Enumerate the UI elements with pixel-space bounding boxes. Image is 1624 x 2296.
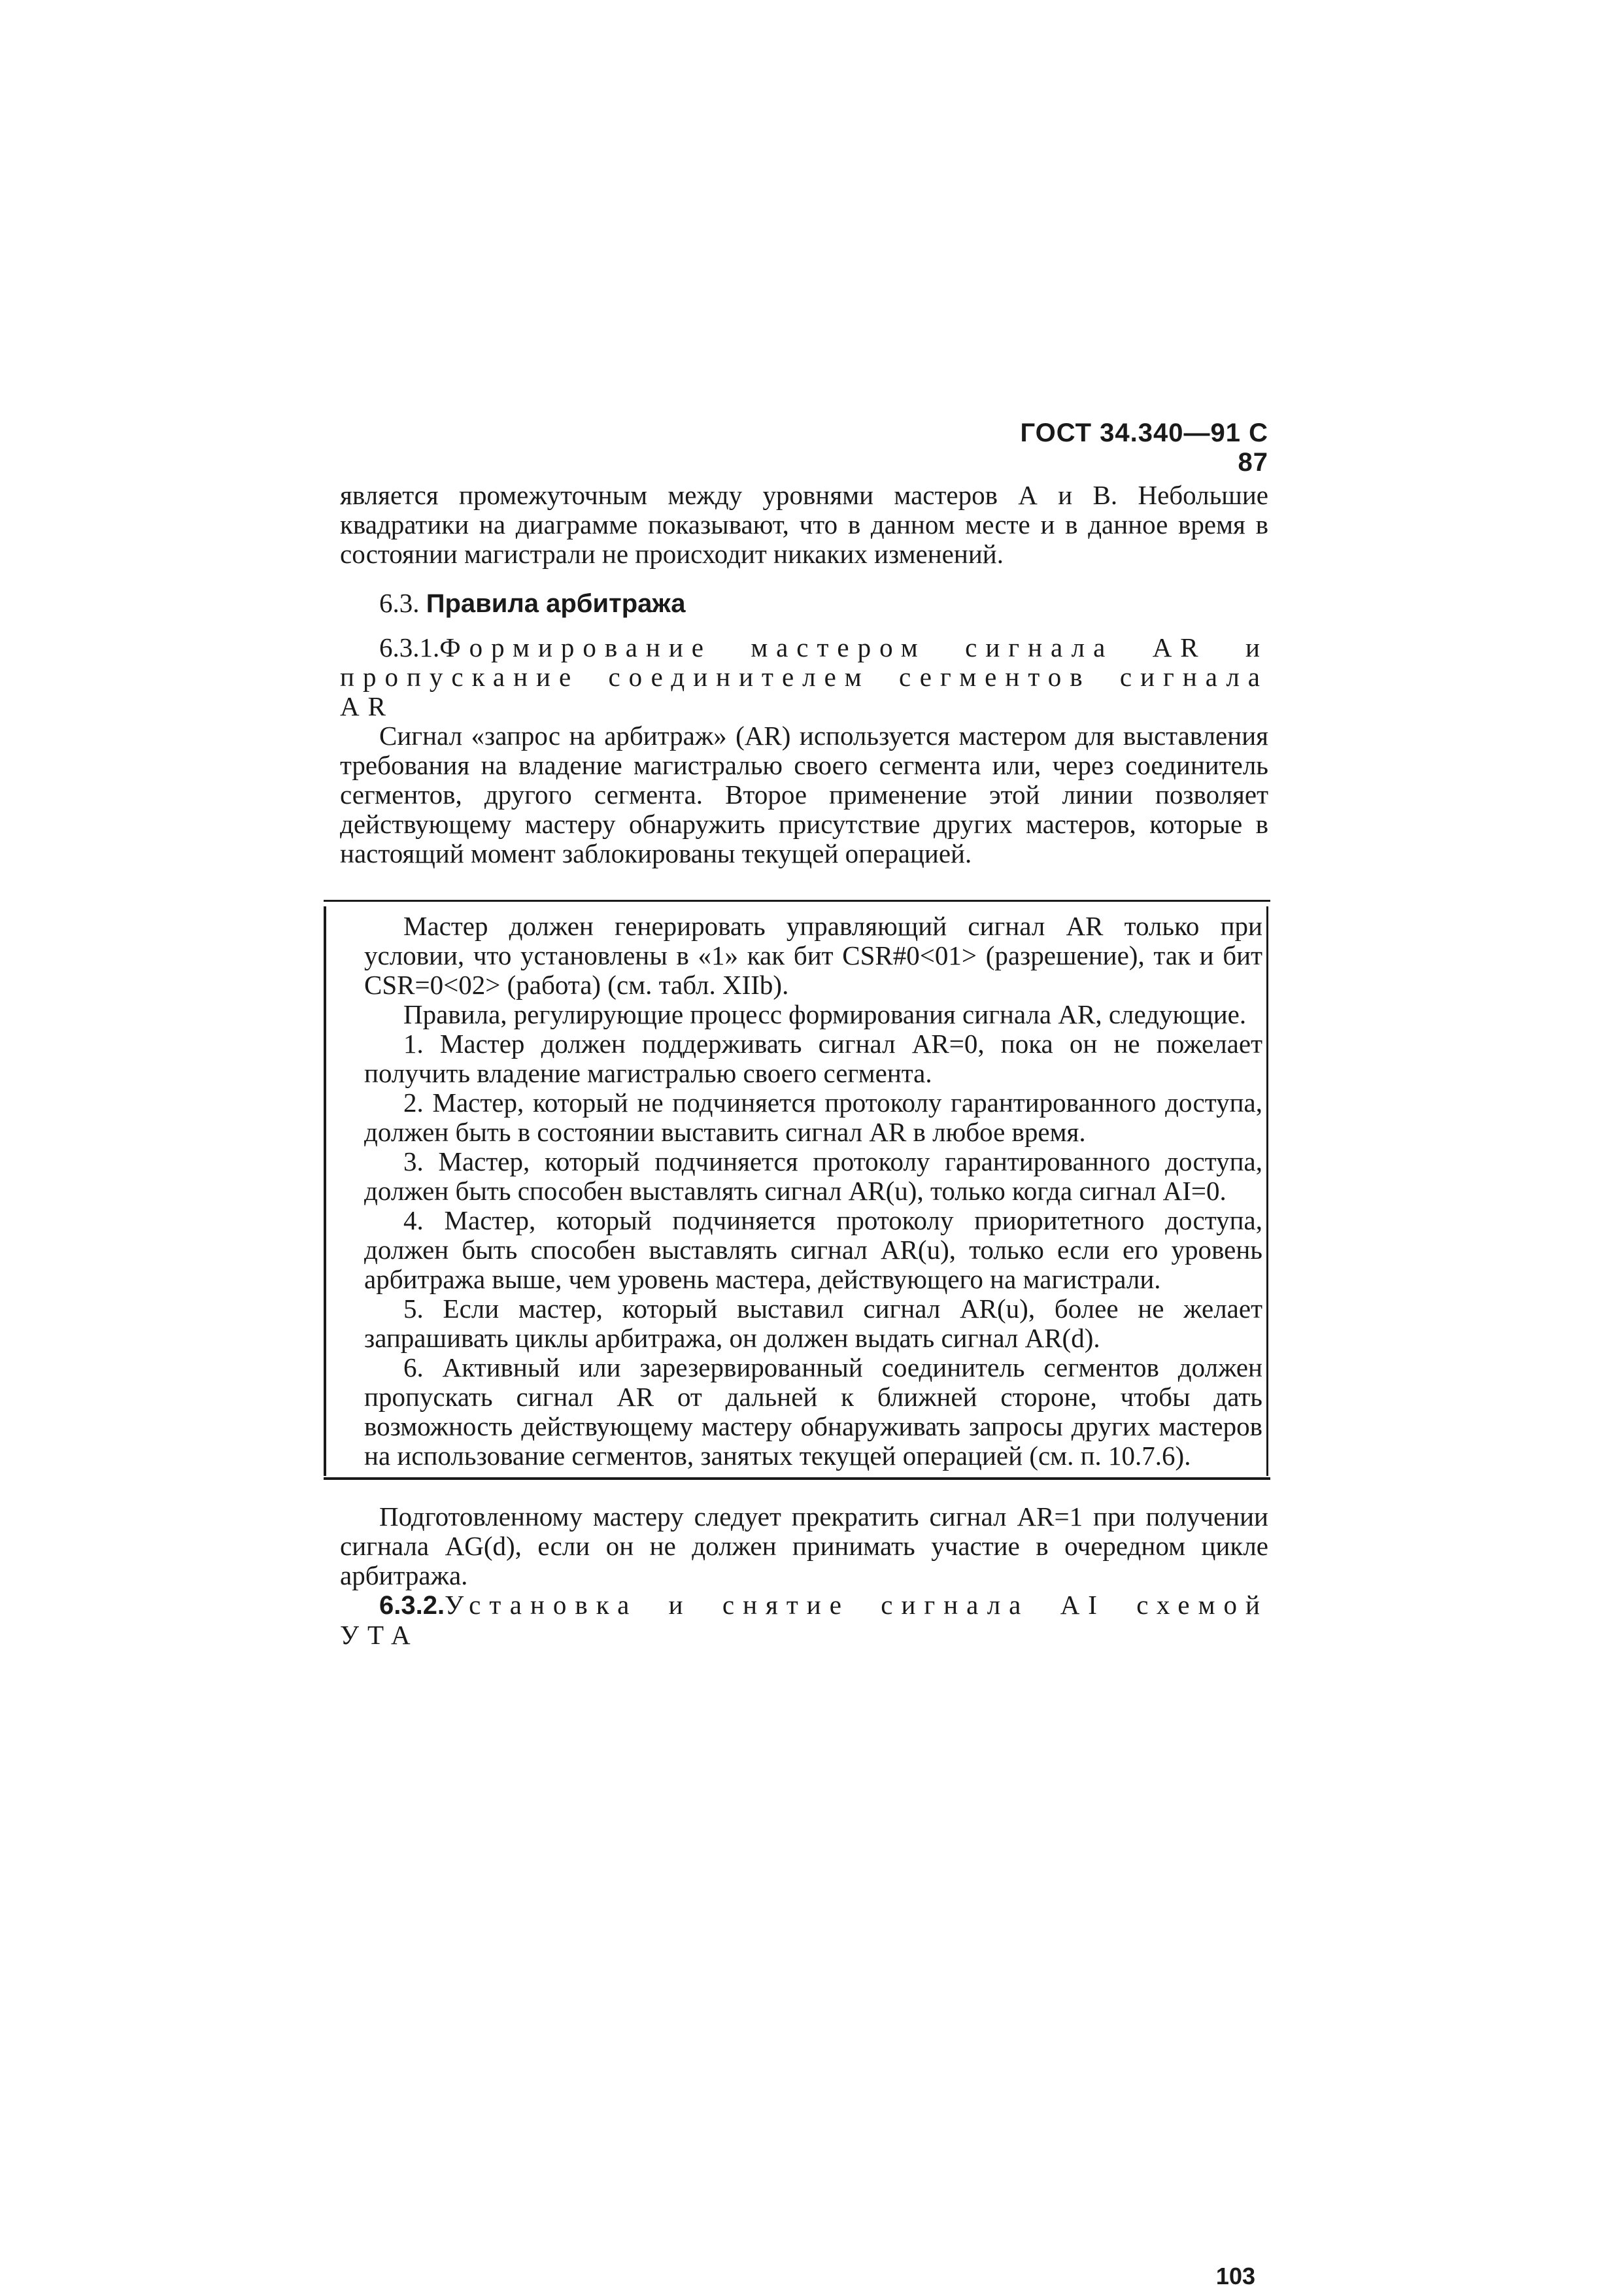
subsection-number-2: 6.3.2. bbox=[379, 1591, 445, 1620]
subsection-heading bbox=[340, 633, 1268, 721]
rule-item: 3. Мастер, который подчиняется протоколу гарантированного доступа, должен быть способен выставлять сигнал AR(u), только когда сигнал AI=0. bbox=[364, 1146, 1262, 1206]
subsection-body: Сигнал «запрос на арбитраж» (AR) используется мастером для выставления требования на владение магистралью своего сегмента или, через соединитель сегментов, другого сегмента. Второе применение этой линии позволяет действующему мастеру обнаружить присутствие других мастеров, которые в настоящий момент заблокированы текущей операцией. bbox=[340, 721, 1268, 868]
rules-lead: Правила, регулирующие процесс формирования сигнала AR, следующие. bbox=[403, 999, 1247, 1029]
rules-box bbox=[324, 906, 1268, 1476]
rule-item: 2. Мастер, который не подчиняется протоколу гарантированного доступа, должен быть в состоянии выставить сигнал AR в любое время. bbox=[364, 1088, 1262, 1147]
subsection-title: Формирование мастером сигнала AR и пропускание соединителем сегментов сигнала AR bbox=[340, 632, 1268, 721]
after-box-paragraph: Подготовленному мастеру следует прекратить сигнал AR=1 при получении сигнала AG(d), если он не должен принимать участие в очередном цикле арбитража. bbox=[340, 1501, 1268, 1590]
intro-paragraph: является промежуточным между уровнями мастеров А и В. Небольшие квадратики на диаграмме показывают, что в данном месте и в данное время в состоянии магистрали не происходит никаких изменений. bbox=[340, 480, 1268, 569]
running-header: ГОСТ 34.340—91 С 87 bbox=[1020, 419, 1268, 477]
rules-intro: Мастер должен генерировать управляющий сигнал AR только при условии, что установлены в «1» как бит CSR#0<01> (разрешение), так и бит CSR=0<02> (работа) (см. табл. XIIb). bbox=[364, 911, 1262, 1000]
rule-item: 1. Мастер должен поддерживать сигнал AR=0, пока он не пожелает получить владение магистралью своего сегмента. bbox=[364, 1029, 1262, 1088]
page-content bbox=[340, 481, 1268, 1650]
section-heading bbox=[340, 589, 1268, 619]
section-title: Правила арбитража bbox=[426, 589, 686, 618]
rule-item: 5. Если мастер, который выставил сигнал AR(u), более не желает запрашивать циклы арбитража, он должен выдать сигнал AR(d). bbox=[364, 1294, 1262, 1353]
subsection-number: 6.3.1. bbox=[379, 632, 440, 662]
page-number: 103 bbox=[1215, 2263, 1255, 2289]
subsection-heading-2 bbox=[340, 1590, 1268, 1650]
subsection-title-2: Установка и снятие сигнала AI схемой УТА bbox=[340, 1590, 1268, 1650]
section-number: 6.3. bbox=[379, 588, 420, 618]
rule-item: 6. Активный или зарезервированный соединитель сегментов должен пропускать сигнал AR от дальней к ближней стороне, чтобы дать возможность действующему мастеру обнаруживать запросы других мастеров на использование сегментов, занятых текущей операцией (см. п. 10.7.6). bbox=[364, 1352, 1262, 1471]
rule-item: 4. Мастер, который подчиняется протоколу приоритетного доступа, должен быть способен выставлять сигнал AR(u), только если его уровень арбитража выше, чем уровень мастера, действующего на магистрали. bbox=[364, 1205, 1262, 1294]
